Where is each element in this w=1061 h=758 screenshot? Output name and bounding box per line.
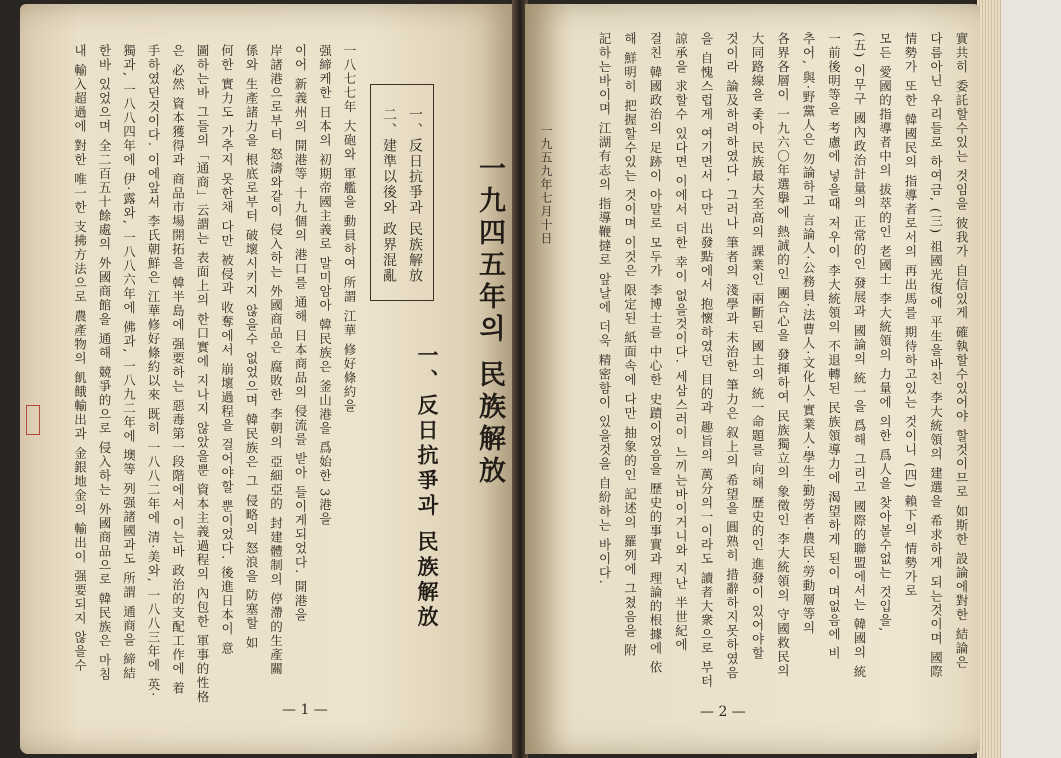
- text-column: 記하는바이며 江湖有志의 指導鞭撻로 앞날에 더욱 精密함이 있을것을 自紛하는 바이다.: [597, 32, 612, 586]
- text-column: 이어 新義州의 開港等 十九個의 港口를 通해 日本商品의 侵流를 받아 들이게되었다. 開港을: [293, 44, 308, 623]
- text-column: 實共히 委託할수있는 것임을 彼我가 自信있게 確執할수있어야 할것이므로 如斯한 設論에對한 結論은: [954, 32, 969, 670]
- section-title: 一、反日抗爭과 民族解放: [415, 344, 440, 631]
- toc-item: 一、反日抗爭과 民族解放: [407, 107, 423, 284]
- page-number: — 2 —: [700, 704, 746, 720]
- right-page: [525, 4, 980, 754]
- toc-item: 二、建準以後와 政界混亂: [381, 107, 397, 284]
- text-column: 强締케한 日本의 初期帝國主義로 말미암아 韓民族은 釜山港을 爲始한 3港을: [317, 44, 333, 526]
- text-column: 추어, 與·野黨人은 勿論하고 言論人·公務員·法曹人·文化人·實業人·學生·勤勞者·農民·勞動層等의: [801, 32, 816, 636]
- text-column: 은 必然 資本獲得과 商品市場開拓을 韓半島에 强要하는 惡毒第一段階에서 이는바 政治的支配工作에 着: [170, 44, 186, 696]
- text-column: 을 自愧스럽게 여기면서 다만 出發點에서 抱懷하였던 目的과 趣旨의 萬分의一이라도 讀者大衆으로 부터: [699, 32, 714, 689]
- text-column: 大同路線을 좇아 民族最大至高의 課業인 兩斷된 國土의 統一命題를 向해 歷史的인 進發이 있어야할: [750, 32, 765, 661]
- text-column: 것이라 論及하려하였다. 그러나 筆者의 淺學과 未治한 筆力은 叙上의 希望을 圓熟히 措辭하지못하였음: [724, 32, 740, 681]
- text-column: 何한 實力도 가추지 못한채 다만 被侵과 收奪에서 崩壞過程을 걸어야할 뿐이었다. 後進日本이 意: [219, 44, 235, 656]
- left-page: [20, 4, 515, 754]
- page-edges: [977, 0, 1001, 758]
- text-column: 一九五九年七月十日: [539, 124, 553, 246]
- text-column: 各界各層이 一九六〇年選擧에 熱誠的인 團合心을 發揮하여 民族獨立의 象徵인 李大統領의 守國救民의: [775, 32, 791, 678]
- toc-box: [370, 84, 434, 301]
- text-column: 一八七七年 大砲와 軍艦을 動員하여 所謂 江華 修好條約을: [342, 44, 357, 413]
- text-column: 係와 生產諸力을 根底로부터 破壞시키지 않을수 없었으며 韓民族은 그 侵略의 怒浪을 防塞할 如: [244, 44, 259, 651]
- text-column: 諒承을 求할수 있다면 이에서 더한 幸이 없을것이다. 세삼스러이 느끼는바이거니와 지난 半世紀에: [673, 32, 689, 653]
- text-column: 一前後明等을 考慮에 넣을때 저우이 李大統領의 不退轉된 民族領導力에 渴望하게 된이 며없음에 비: [826, 32, 842, 661]
- background-paper: [999, 0, 1061, 758]
- text-column: 걸친 韓國政治의 足跡이 아말로 모두가 李博士를 中心한 史蹟이었음을 歷史的事實과 理論的根據에 依: [648, 32, 663, 675]
- text-column: 情勢가 또한 韓國民의 指導者로서의 再出馬를 期待하고있는 것이니 (四) 賴下의 情勢가로: [903, 32, 918, 599]
- text-column: 해 鮮明히 把握할수있는 것이며 이것은 限定된 紙面속에 다만 抽象的인 記述의 羅列에 그쳤음을 附: [622, 32, 638, 658]
- text-column: 獨과, 一八八四年에 伊·露와, 一八八六年에 佛과, 一八九二年에 墺等 列强諸國과도 所謂 通商을 締結: [121, 44, 137, 681]
- text-column: 手하였던것이다. 이에앞서 李氏朝鮮은 江華修好條約以來 既히 一八八二年에 清·美와, 一八八三年에 英·: [146, 44, 161, 698]
- text-column: 내 輸入超過에 對한 唯一한 支拂方法으로 農產物의 飢餓輸出과 金銀地金의 輸出이 强要되지 않을수: [72, 44, 88, 673]
- text-column: 岸諸港으로부터 怒濤와같이 侵入하는 外國商品은 腐敗한 李朝의 亞細亞的 封建體制의 停滯的生產關: [268, 44, 284, 676]
- chapter-heading: 一九四五年의 民族解放: [474, 154, 505, 489]
- text-column: 한바 있었으며 全二百五十餘處의 外國商館을 通해 競爭的으로 侵入하는 外國商品으로 韓民族은 마침: [97, 44, 112, 682]
- page-number: — 1 —: [282, 702, 328, 718]
- text-column: 다름아닌 우리들로 하여금, (三) 祖國光復에 平生을바친 李大統領의 建選을 希求하게 되는것이며 國際: [928, 32, 944, 679]
- text-column: 圖하는바 그들의「通商」云謂는 表面上의 한口實에 지나지 않았을뿐 資本主義過程의 內包한 軍事的性格: [195, 44, 210, 704]
- text-column: 모든 愛國的指導者中의 拔萃的인 老國士 李大統領의 力量에 의한 爲人을 찾아볼수없는 것입을,: [877, 32, 893, 633]
- text-column: (五) 이무구 國內政治計量의 正常的인 發展과 國論의 統一을 爲해 그리고 國際的聯盟에서는 韓國의 統: [852, 32, 867, 679]
- library-stamp: [26, 405, 40, 435]
